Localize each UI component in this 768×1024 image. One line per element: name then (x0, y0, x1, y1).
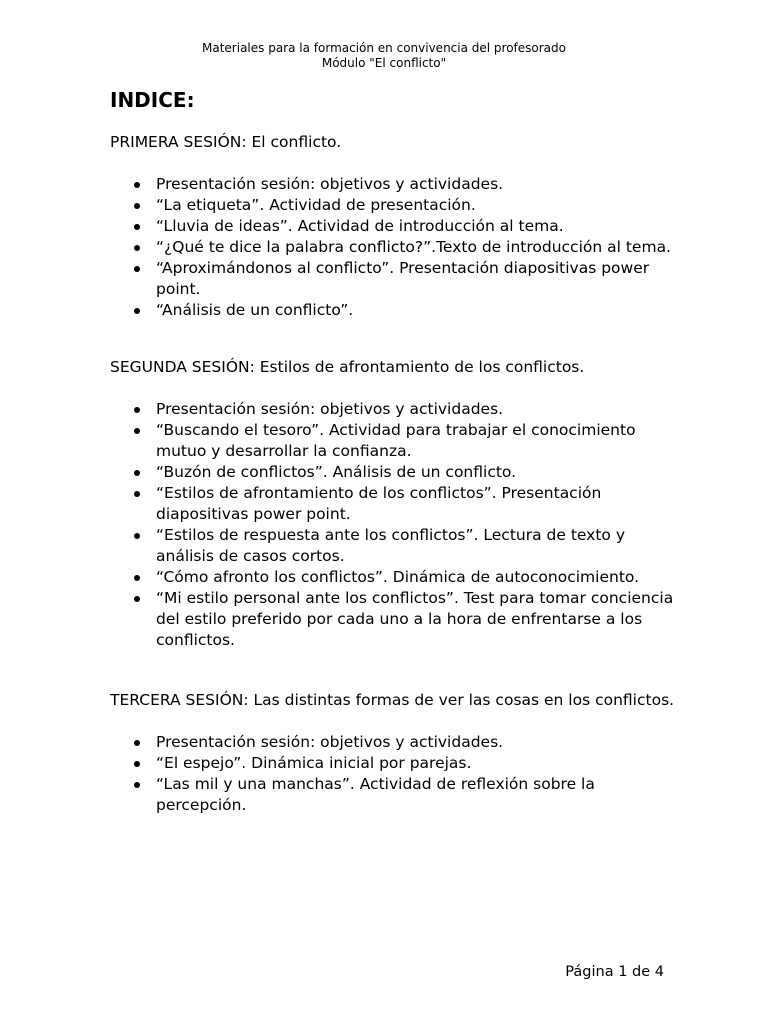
session-heading: PRIMERA SESIÓN: El conflicto. (110, 133, 342, 151)
bullet-icon (134, 203, 140, 209)
list-item (110, 774, 680, 816)
bullet-icon (134, 407, 140, 413)
list-item-text: “La etiqueta”. Actividad de presentación. (156, 196, 476, 214)
list-item (110, 399, 680, 420)
list-item (110, 588, 680, 651)
list-item-text: Presentación sesión: objetivos y actividades. (156, 733, 504, 751)
list-item (110, 732, 680, 753)
bullet-icon (134, 182, 140, 188)
header-line-1: Materiales para la formación en convivencia del profesorado (202, 41, 566, 55)
session-tercera (110, 690, 680, 816)
bullet-icon (134, 224, 140, 230)
list-item (110, 195, 680, 216)
list-item (110, 216, 680, 237)
list-item (110, 237, 680, 258)
list-item-text: “Mi estilo personal ante los conflictos”. Test para tomar conciencia del estilo preferido por cada uno a la hora de enfrentarse a los conflictos. (156, 589, 674, 649)
list-item (110, 300, 680, 321)
list-item (110, 420, 680, 462)
index-title: INDICE: (110, 88, 195, 112)
session-item-list (110, 174, 680, 321)
list-item-text: Presentación sesión: objetivos y actividades. (156, 175, 504, 193)
session-item-list (110, 732, 680, 816)
list-item (110, 258, 680, 300)
section-spacer (110, 651, 680, 690)
session-heading: SEGUNDA SESIÓN: Estilos de afrontamiento de los conflictos. (110, 358, 585, 376)
bullet-icon (134, 761, 140, 767)
bullet-icon (134, 575, 140, 581)
bullet-icon (134, 245, 140, 251)
document-body (110, 88, 680, 816)
session-item-list (110, 399, 680, 651)
list-item-text: “Lluvia de ideas”. Actividad de introducción al tema. (156, 217, 564, 235)
session-primera (110, 132, 680, 321)
list-item-text: “Cómo afronto los conflictos”. Dinámica de autoconocimiento. (156, 568, 640, 586)
bullet-icon (134, 740, 140, 746)
list-item-text: “Aproximándonos al conflicto”. Presentación diapositivas power point. (156, 259, 650, 298)
bullet-icon (134, 533, 140, 539)
list-item-text: “¿Qué te dice la palabra conflicto?”.Texto de introducción al tema. (156, 238, 671, 256)
list-item (110, 567, 680, 588)
list-item (110, 753, 680, 774)
bullet-icon (134, 428, 140, 434)
list-item (110, 462, 680, 483)
session-heading: TERCERA SESIÓN: Las distintas formas de ver las cosas en los conflictos. (110, 691, 675, 709)
bullet-icon (134, 308, 140, 314)
list-item-text: “Buzón de conflictos”. Análisis de un conflicto. (156, 463, 517, 481)
page-header (0, 41, 768, 71)
bullet-icon (134, 266, 140, 272)
list-item-text: “Buscando el tesoro”. Actividad para trabajar el conocimiento mutuo y desarrollar la confianza. (156, 421, 636, 460)
bullet-icon (134, 596, 140, 602)
list-item-text: “Estilos de respuesta ante los conflictos”. Lectura de texto y análisis de casos cortos. (156, 526, 625, 565)
list-item-text: Presentación sesión: objetivos y actividades. (156, 400, 504, 418)
list-item (110, 174, 680, 195)
bullet-icon (134, 782, 140, 788)
page-number: Página 1 de 4 (565, 964, 664, 980)
list-item-text: “Las mil y una manchas”. Actividad de reflexión sobre la percepción. (156, 775, 595, 814)
section-spacer (110, 321, 680, 357)
bullet-icon (134, 491, 140, 497)
header-line-2: Módulo "El conflicto" (321, 56, 447, 70)
list-item-text: “Estilos de afrontamiento de los conflictos”. Presentación diapositivas power point. (156, 484, 602, 523)
list-item (110, 483, 680, 525)
session-segunda (110, 357, 680, 651)
list-item-text: “Análisis de un conflicto”. (156, 301, 354, 319)
list-item-text: “El espejo”. Dinámica inicial por parejas. (156, 754, 472, 772)
bullet-icon (134, 470, 140, 476)
list-item (110, 525, 680, 567)
